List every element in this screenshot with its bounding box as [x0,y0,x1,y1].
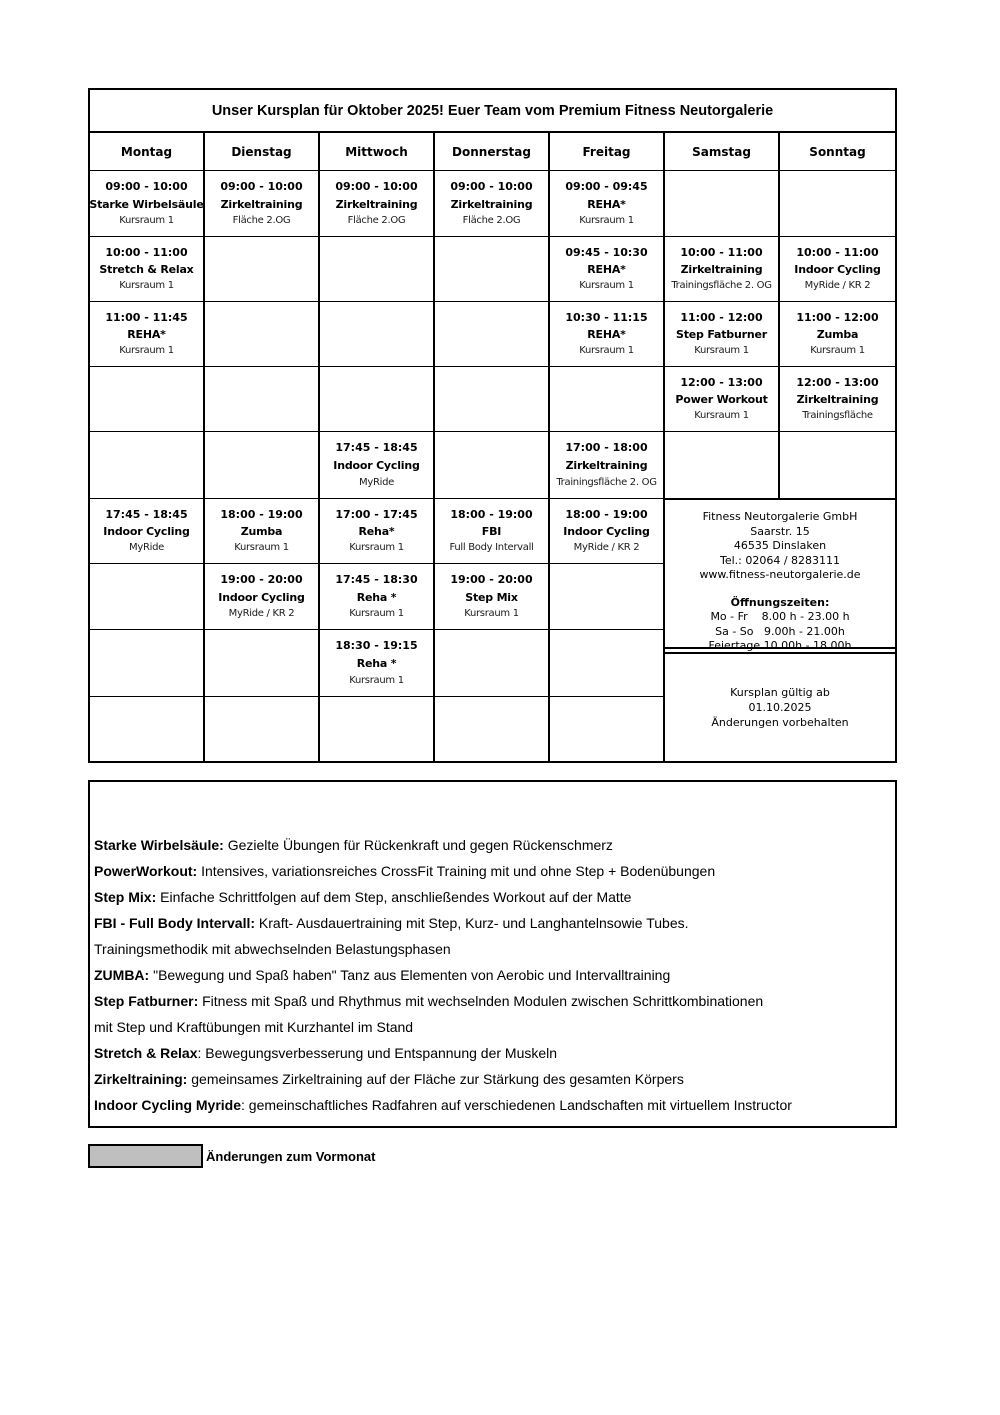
course-time: 10:00 - 11:00 [796,246,879,259]
empty-cell [435,630,550,697]
legend-text: Fitness mit Spaß und Rhythmus mit wechselnden Modulen zwischen Schrittkombinationen [198,993,764,1009]
legend-label: Zirkeltraining: [94,1071,188,1087]
course-time: 11:00 - 12:00 [796,311,879,324]
legend-text: : gemeinschaftliches Radfahren auf verschiedenen Landschaften mit virtuellem Instructor [241,1097,792,1113]
empty-cell [320,237,435,302]
course-time: 17:45 - 18:45 [335,441,418,454]
course-room: Kursraum 1 [119,215,174,226]
legend-label: Indoor Cycling Myride [94,1097,242,1113]
page [88,88,897,1168]
course-name: Starke Wirbelsäule [89,197,204,211]
empty-cell [205,630,320,697]
course-cell [435,499,550,564]
empty-cell [205,302,320,367]
empty-cell [435,302,550,367]
legend-label: Step Fatburner: [94,993,199,1009]
course-name: Reha* [358,525,395,538]
opening-hours-weekend: Sa - So 9.00h - 21.00h [715,624,845,638]
legend-text: Kraft- Ausdauertraining mit Step, Kurz- und Langhantelnsowie Tubes. [255,915,689,931]
opening-hours-holidays: Feiertage 10.00h - 18.00h [708,639,852,652]
course-cell [550,171,665,237]
course-room: Kursraum 1 [464,608,519,619]
course-name: Zumba [240,525,283,538]
course-cell [435,564,550,630]
empty-cell [320,302,435,367]
course-time: 17:00 - 17:45 [335,508,418,521]
opening-hours-title: Öffnungszeiten: [730,595,830,609]
course-time: 12:00 - 13:00 [796,376,879,389]
legend-item [94,832,891,858]
legend-item [94,936,891,962]
course-time: 18:00 - 19:00 [220,508,303,521]
course-room: Kursraum 1 [810,345,865,356]
empty-cell [435,367,550,432]
empty-cell [90,564,205,630]
course-name: Indoor Cycling [794,263,881,276]
phone-number: Tel.: 02064 / 8283111 [719,553,841,567]
course-name: Reha * [356,657,397,670]
course-name: Stretch & Relax [99,263,194,276]
empty-cell [780,432,895,499]
course-cell [320,171,435,237]
address-street: Saarstr. 15 [750,524,810,538]
course-room: Fläche 2.OG [347,215,406,226]
course-cell [435,171,550,237]
day-header-donnerstag: Donnerstag [435,133,550,170]
info-region [665,499,895,761]
course-time: 10:00 - 11:00 [680,246,763,259]
course-name: REHA* [127,328,166,341]
course-cell [90,302,205,367]
day-header-row [90,133,895,171]
empty-cell [550,564,665,630]
opening-hours-weekdays: Mo - Fr 8.00 h - 23.00 h [710,610,850,623]
course-cell [320,432,435,499]
course-room: Trainingsfläche 2. OG [671,280,772,291]
empty-cell [320,367,435,432]
legend-item [94,1066,891,1092]
empty-cell [320,697,435,761]
course-name: Indoor Cycling [103,525,190,538]
course-time: 09:00 - 10:00 [105,180,188,193]
course-room: Kursraum 1 [349,675,404,686]
day-header-dienstag: Dienstag [205,133,320,170]
course-name: Reha * [356,590,397,604]
course-cell [550,499,665,564]
course-time: 17:00 - 18:00 [565,441,648,454]
empty-cell [205,367,320,432]
course-cell [90,171,205,237]
course-name: REHA* [587,197,626,211]
course-room: Kursraum 1 [119,280,174,291]
course-room: Kursraum 1 [349,608,404,619]
validity-line: Kursplan gültig ab [730,686,830,699]
website-url: www.fitness-neutorgalerie.de [699,568,861,581]
course-cell [550,432,665,499]
legend-item [94,1040,891,1066]
course-cell [550,237,665,302]
legend-box [88,780,897,1128]
course-name: REHA* [587,328,626,341]
course-cell [665,302,780,367]
course-name: REHA* [587,263,626,276]
legend-text: : Bewegungsverbesserung und Entspannung der Muskeln [197,1045,558,1061]
legend-text: Einfache Schrittfolgen auf dem Step, anschließendes Workout auf der Matte [156,889,632,905]
course-time: 09:45 - 10:30 [565,246,648,259]
course-name: Step Fatburner [676,328,767,341]
empty-cell [90,630,205,697]
empty-cell [550,697,665,761]
empty-cell [435,697,550,761]
legend-item [94,884,891,910]
course-room: Trainingsfläche 2. OG [556,477,657,488]
empty-cell [550,630,665,697]
empty-cell [435,432,550,499]
course-name: Zirkeltraining [565,459,648,472]
course-cell [90,499,205,564]
course-time: 09:00 - 10:00 [220,180,303,193]
course-time: 18:30 - 19:15 [335,639,418,652]
legend-item [94,1092,891,1118]
course-time: 18:00 - 19:00 [450,508,533,521]
day-header-mittwoch: Mittwoch [320,133,435,170]
course-name: Power Workout [675,393,768,406]
course-room: Kursraum 1 [579,345,634,356]
course-name: Zirkeltraining [796,393,879,406]
course-cell [205,564,320,630]
course-cell [780,237,895,302]
validity-box [665,652,895,761]
empty-cell [90,432,205,499]
course-room: Full Body Intervall [449,542,534,553]
course-time: 09:00 - 09:45 [565,180,648,193]
course-room: MyRide [129,542,164,553]
course-name: Zirkeltraining [220,197,303,211]
course-room: Kursraum 1 [579,280,634,291]
course-name: Step Mix [465,590,518,604]
legend-label: FBI - Full Body Intervall: [94,915,256,931]
course-cell [665,367,780,432]
course-time: 17:45 - 18:45 [105,508,188,521]
legend-label: ZUMBA: [94,967,150,983]
course-plan-table [88,88,897,763]
course-room: MyRide / KR 2 [804,280,871,291]
course-cell [780,367,895,432]
course-cell [780,302,895,367]
day-header-samstag: Samstag [665,133,780,170]
day-header-sonntag: Sonntag [809,144,866,159]
schedule-grid [90,171,895,761]
change-indicator-swatch [88,1144,203,1168]
empty-cell [780,171,895,237]
legend-text: mit Step und Kraftübungen mit Kurzhantel im Stand [94,1019,414,1035]
course-name: Zirkeltraining [450,197,533,211]
course-room: Kursraum 1 [579,215,634,226]
course-room: Kursraum 1 [234,542,289,553]
course-cell [550,302,665,367]
legend-item [94,858,891,884]
legend-label: Step Mix: [94,889,157,905]
day-header-freitag: Freitag [550,133,665,170]
course-time: 12:00 - 13:00 [680,376,763,389]
empty-cell [550,367,665,432]
legend-item [94,988,891,1014]
validity-disclaimer: Änderungen vorbehalten [711,716,849,729]
change-indicator [88,1144,897,1168]
plan-title: Unser Kursplan für Oktober 2025! Euer Team vom Premium Fitness Neutorgalerie [90,90,895,133]
legend-label: Starke Wirbelsäule: [94,837,224,853]
legend-item [94,1014,891,1040]
course-room: MyRide [359,477,394,488]
course-name: Zumba [816,328,859,341]
course-room: Kursraum 1 [119,345,174,356]
change-indicator-label: Änderungen zum Vormonat [206,1148,376,1164]
course-room: Kursraum 1 [694,410,749,421]
legend-item [94,910,891,936]
empty-cell [205,237,320,302]
legend-text: Trainingsmethodik mit abwechselnden Belastungsphasen [94,941,451,957]
empty-cell [90,367,205,432]
course-time: 17:45 - 18:30 [335,573,418,586]
legend-label: Stretch & Relax [94,1045,198,1061]
course-room: Fläche 2.OG [232,215,291,226]
day-header-montag: Montag [90,133,205,170]
legend-text: gemeinsames Zirkeltraining auf der Fläche zur Stärkung des gesamten Körpers [187,1071,684,1087]
course-cell [320,499,435,564]
legend-text: "Bewegung und Spaß haben" Tanz aus Elementen von Aerobic und Intervalltraining [149,967,671,983]
legend-text: Intensives, variationsreiches CrossFit Training mit und ohne Step + Bodenübungen [197,863,716,879]
contact-box [665,499,895,652]
course-room: MyRide / KR 2 [573,542,640,553]
empty-cell [665,432,780,499]
course-room: Kursraum 1 [694,345,749,356]
course-cell [320,564,435,630]
course-room: MyRide / KR 2 [228,608,295,619]
course-time: 18:00 - 19:00 [565,508,648,521]
empty-cell [205,697,320,761]
course-room: Trainingsfläche [802,410,873,421]
course-name: Indoor Cycling [563,525,650,538]
course-name: Zirkeltraining [335,197,418,211]
course-time: 10:30 - 11:15 [565,311,648,324]
course-cell [320,630,435,697]
empty-cell [665,171,780,237]
course-time: 09:00 - 10:00 [450,180,533,193]
course-time: 19:00 - 20:00 [450,573,533,586]
legend-label: PowerWorkout: [94,863,198,879]
course-room: Kursraum 1 [349,542,404,553]
course-time: 09:00 - 10:00 [335,180,418,193]
course-cell [665,237,780,302]
course-name: FBI [481,525,502,538]
course-name: Indoor Cycling [333,459,420,472]
company-name: Fitness Neutorgalerie GmbH [702,510,858,523]
course-room: Fläche 2.OG [462,215,521,226]
course-cell [205,171,320,237]
legend-item [94,962,891,988]
course-time: 11:00 - 12:00 [680,311,763,324]
address-city: 46535 Dinslaken [733,539,827,552]
course-time: 10:00 - 11:00 [105,246,188,259]
course-name: Indoor Cycling [218,590,305,604]
course-time: 11:00 - 11:45 [105,311,188,324]
empty-cell [90,697,205,761]
course-name: Zirkeltraining [680,263,763,276]
empty-cell [435,237,550,302]
legend-text: Gezielte Übungen für Rückenkraft und gegen Rückenschmerz [223,837,613,853]
course-time: 19:00 - 20:00 [220,573,303,586]
empty-cell [205,432,320,499]
course-cell [205,499,320,564]
course-cell [90,237,205,302]
validity-date: 01.10.2025 [748,701,812,714]
